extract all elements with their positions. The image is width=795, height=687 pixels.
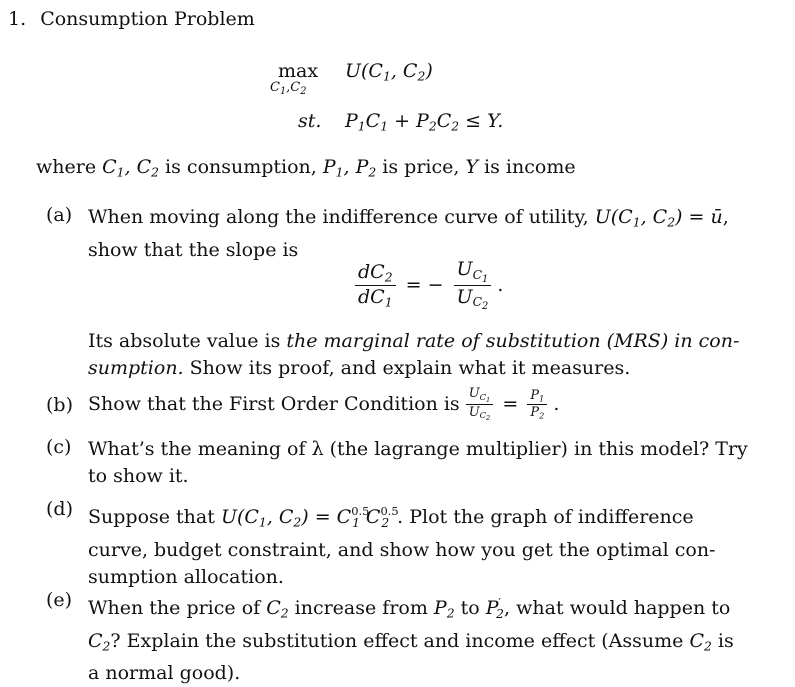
- item-e-label: (e): [46, 589, 73, 611]
- item-d-label: (d): [46, 498, 73, 520]
- item-a-label: (a): [46, 204, 73, 226]
- budget-constraint: $P_1C_1 + P_2C_2 \le Y$.: [345, 110, 504, 134]
- subject-to-label: st.: [298, 110, 322, 132]
- item-b-text: Show that the First Order Condition is $\frac{U_{C_1}}{U_{C_2}}$ = $\frac{P_1}{P_2}$ .: [88, 386, 560, 423]
- objective-function: $U(C_1$, $C_2$): [345, 60, 433, 84]
- item-a-text: When moving along the indifference curve of utility, $U(C_1$, $C_2$) = ū, show that the slope is: [88, 206, 729, 261]
- item-a-mrs-text: Its absolute value is the marginal rate of substitution (MRS) in con- sumption. Show its proof, and explain what it measures.: [88, 330, 740, 379]
- max-operator: max: [278, 60, 319, 82]
- rhs-fraction: $\frac{U_{C_1}}{U_{C_2}}$: [454, 258, 492, 312]
- item-c-label: (c): [46, 436, 72, 458]
- foc-rhs-fraction: $\frac{P_1}{P_2}$: [527, 388, 547, 420]
- item-c-text: What’s the meaning of λ (the lagrange multiplier) in this model? Try to show it.: [88, 438, 748, 487]
- mrs-equation: $\frac{dC_2}{dC_1}$ = − $\frac{U_{C_1}}{U_{C_2}}$ .: [355, 258, 503, 312]
- lhs-fraction: $\frac{dC_2}{dC_1}$: [355, 261, 396, 309]
- section-heading: [8, 8, 255, 30]
- where-line: where $C_1$, $C_2$ is consumption, $P_1$, $P_2$ is price, Y is income: [36, 156, 576, 180]
- item-b-label: (b): [46, 394, 73, 416]
- item-e-text: When the price of $C_2$ increase from $P_2$ to $P'_2$, what would happen to $C_2$? Explain the substitution effect and income effect (Assume $C_2$ is a normal good).: [88, 595, 734, 685]
- item-d-text: Suppose that $U(C_1$, $C_2) = C^{0.5}_1$ $C^{0.5}_2$ . Plot the graph of indifference curve, budget constraint, and show how you get the optimal con- sumption allocation.: [88, 504, 716, 588]
- max-subscript: $C_1,C_2$: [270, 80, 307, 97]
- section-title: Consumption Problem: [40, 8, 255, 30]
- foc-lhs-fraction: $\frac{U_{C_1}}{U_{C_2}}$: [466, 386, 494, 422]
- section-number: 1.: [8, 8, 27, 30]
